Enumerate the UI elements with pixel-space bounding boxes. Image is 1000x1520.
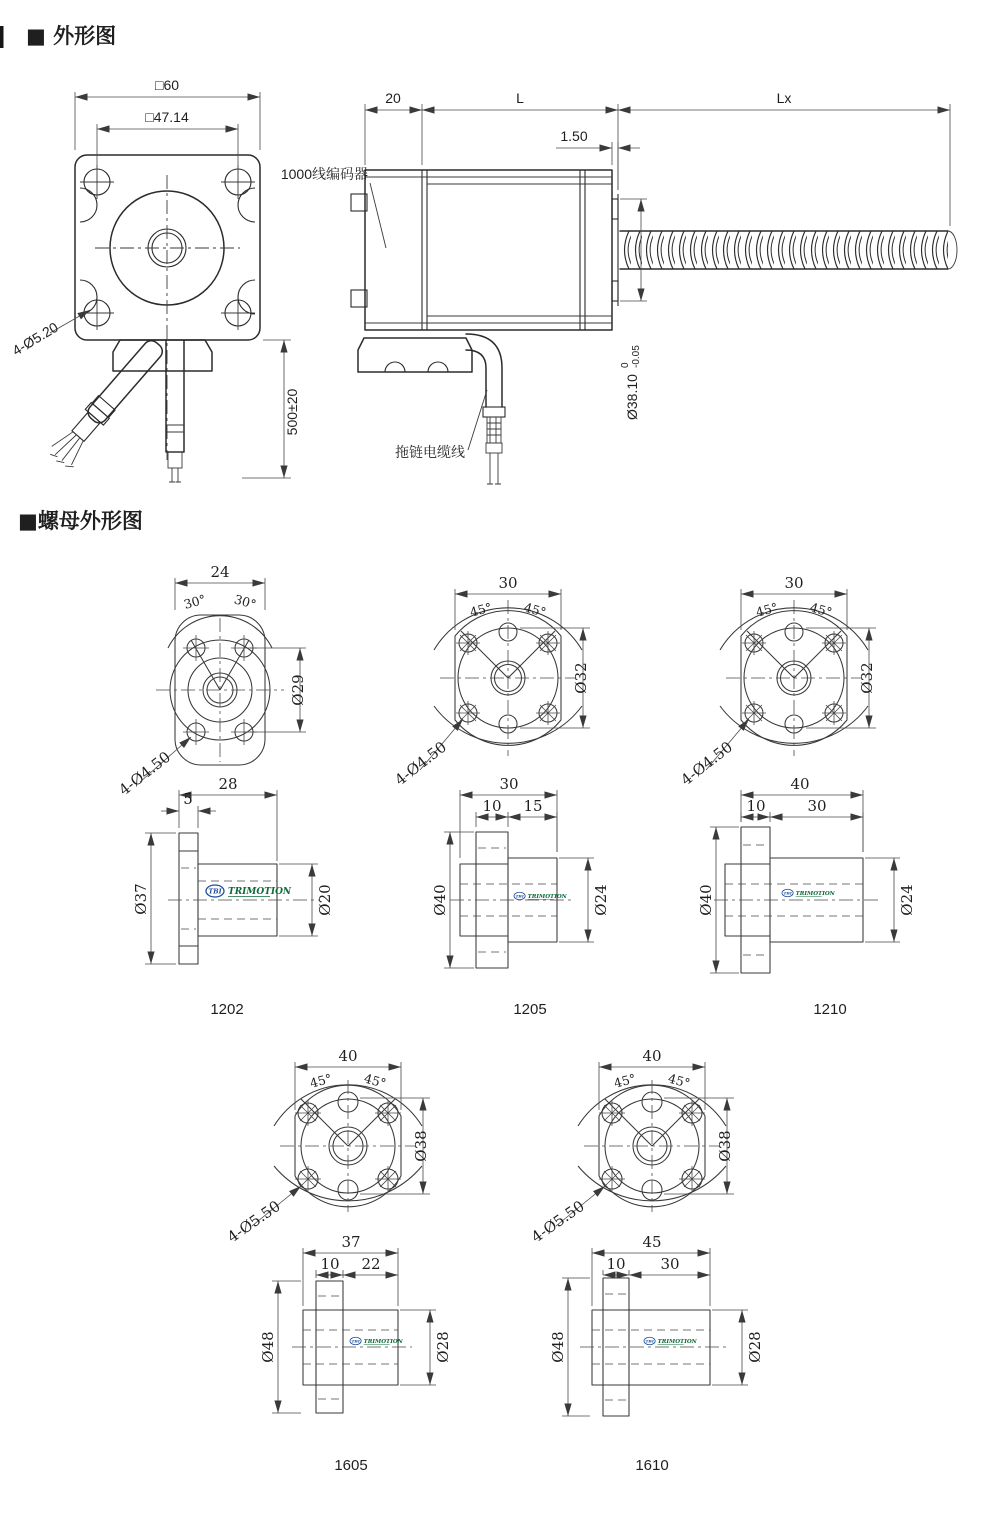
dim-flange-width: 10 — [606, 1255, 626, 1273]
dim-angle-right: 30° — [232, 591, 258, 612]
dim-body-dia: Ø20 — [316, 884, 334, 916]
dim-flange-dia: Ø40 — [431, 884, 449, 916]
nut-1605-side-view — [259, 1233, 452, 1413]
dim-total-length: 30 — [499, 775, 519, 793]
dim-holes: 4-Ø4.50 — [115, 747, 174, 800]
dim-total-length: 28 — [218, 775, 238, 793]
dim-width: 24 — [210, 563, 230, 581]
nut-1610-top-view — [528, 1047, 734, 1246]
dim-outer-square: □60 — [154, 77, 180, 93]
cable-leader — [468, 390, 487, 450]
dim-body-length: 15 — [523, 797, 543, 815]
dim-encoder-length: 20 — [385, 90, 401, 106]
straight-cable — [166, 340, 184, 482]
logo-name: TRIMOTION — [228, 887, 292, 897]
cable-label: 拖链电缆线 — [395, 444, 465, 460]
dim-total-length: 45 — [642, 1233, 662, 1251]
dim-flange-dia: Ø48 — [259, 1331, 277, 1363]
dim-width: 30 — [498, 574, 518, 592]
dim-bcd: Ø32 — [858, 662, 876, 694]
dim-body-dia: Ø24 — [592, 884, 610, 916]
dim-angle-left: 30° — [182, 591, 208, 612]
dim-cable-length: 500±20 — [284, 388, 300, 436]
dim-angle-left: 45° — [468, 599, 494, 620]
diagonal-cable — [46, 335, 170, 472]
dim-bcd: Ø38 — [412, 1130, 430, 1162]
logo-name: TRIMOTION — [657, 1338, 697, 1345]
dim-angle-right: 45° — [362, 1070, 388, 1091]
logo-badge: TBI — [515, 893, 524, 899]
dim-total-length: 37 — [341, 1233, 361, 1251]
nut-model-1210: 1210 — [813, 1001, 847, 1018]
dim-angle-left: 45° — [612, 1070, 638, 1091]
nut-1202-side-view — [132, 775, 334, 964]
page-edge-mark — [0, 26, 4, 48]
dim-body-length: 30 — [660, 1255, 680, 1273]
tolerance-upper: 0 — [620, 362, 631, 368]
dim-mounting-holes: 4-Ø5.20 — [9, 318, 61, 359]
dim-body-dia: Ø28 — [746, 1331, 764, 1363]
dim-pilot-offset: 1.50 — [560, 128, 588, 144]
logo-badge: TBI — [208, 887, 222, 896]
logo-name: TRIMOTION — [527, 893, 567, 900]
dim-flange-width: 5 — [183, 790, 193, 808]
encoder-label: 1000线编码器 — [280, 166, 368, 182]
dim-flange-dia: Ø48 — [549, 1331, 567, 1363]
nut-model-1605: 1605 — [334, 1457, 368, 1474]
dim-width: 30 — [784, 574, 804, 592]
dim-angle-right: 45° — [808, 599, 834, 620]
dim-flange-dia: Ø40 — [697, 884, 715, 916]
dim-angle-right: 45° — [666, 1070, 692, 1091]
tbi-logo — [782, 889, 836, 897]
dim-bcd: Ø38 — [716, 1130, 734, 1162]
dim-angle-left: 45° — [308, 1070, 334, 1091]
dim-holes: 4-Ø4.50 — [677, 737, 736, 790]
cable-gland-bracket — [113, 340, 212, 371]
svg-text:Ø38.10: Ø38.10 — [624, 374, 640, 420]
dim-angle-right: 45° — [522, 599, 548, 620]
nut-1202-top-view — [115, 563, 307, 799]
nut-1210-top-dims — [677, 574, 876, 789]
dim-bcd: Ø32 — [572, 662, 590, 694]
tbi-logo — [644, 1337, 698, 1345]
section-title-outline: ■ 外形图 — [26, 23, 117, 48]
side-cutouts — [80, 188, 255, 314]
dim-width: 40 — [338, 1047, 358, 1065]
nut-1205-top-view — [391, 574, 590, 789]
dim-flange-dia: Ø37 — [132, 883, 150, 915]
side-cable-assembly — [358, 334, 505, 484]
centerlines — [95, 175, 240, 460]
dim-body-dia: Ø24 — [898, 884, 916, 916]
dim-bolt-square: □47.14 — [145, 109, 189, 125]
tbi-logo — [514, 892, 568, 900]
nut-1205-side-view — [431, 775, 610, 968]
motor-front-view — [9, 77, 300, 482]
nut-1210-top-view — [677, 574, 876, 789]
front-dimensions — [9, 77, 300, 478]
nut-model-1205: 1205 — [513, 1001, 547, 1018]
nut-1205-top-dims — [391, 574, 590, 789]
nut-1610-side-view — [549, 1233, 764, 1416]
tbi-logo — [350, 1337, 404, 1345]
motor-side-view — [281, 90, 957, 484]
section-title-nut: ■螺母外形图 — [18, 508, 143, 533]
dim-holes: 4-Ø5.50 — [527, 1196, 588, 1247]
dim-body-length: L — [516, 90, 524, 106]
nut-1610-top-dims — [528, 1047, 734, 1246]
dim-body-dia: Ø28 — [434, 1331, 452, 1363]
dim-screw-diameter — [620, 345, 642, 420]
nut-1210-side-dims — [697, 775, 916, 973]
nut-1605-side-dims — [259, 1233, 452, 1413]
dim-bcd: Ø29 — [289, 674, 307, 706]
nut-1605-top-view — [224, 1047, 430, 1246]
logo-badge: TBI — [645, 1338, 654, 1344]
dim-holes: 4-Ø4.50 — [391, 737, 450, 790]
dim-body-length: 30 — [807, 797, 827, 815]
logo-name: TRIMOTION — [795, 890, 835, 897]
dim-holes: 4-Ø5.50 — [223, 1196, 284, 1247]
nut-1605-top-dims — [224, 1047, 430, 1246]
nut-model-1610: 1610 — [635, 1457, 669, 1474]
dim-flange-width: 10 — [320, 1255, 340, 1273]
tolerance-lower: -0.05 — [631, 345, 642, 368]
logo-badge: TBI — [351, 1338, 360, 1344]
dim-body-length: 22 — [361, 1255, 381, 1273]
dim-total-length: 40 — [790, 775, 810, 793]
nut-1205-side-dims — [431, 775, 610, 968]
nut-1610-side-dims — [549, 1233, 764, 1416]
dim-screw-length: Lx — [776, 90, 792, 106]
tbi-logo — [206, 885, 292, 897]
dim-flange-width: 10 — [746, 797, 766, 815]
dim-angle-left: 45° — [754, 599, 780, 620]
ball-screw — [620, 231, 957, 269]
logo-badge: TBI — [783, 890, 792, 896]
nut-1210-side-view — [697, 775, 916, 973]
nut-model-1202: 1202 — [210, 1001, 244, 1018]
dim-flange-width: 10 — [482, 797, 502, 815]
encoder-leader — [370, 183, 386, 248]
logo-name: TRIMOTION — [363, 1338, 403, 1345]
dim-width: 40 — [642, 1047, 662, 1065]
